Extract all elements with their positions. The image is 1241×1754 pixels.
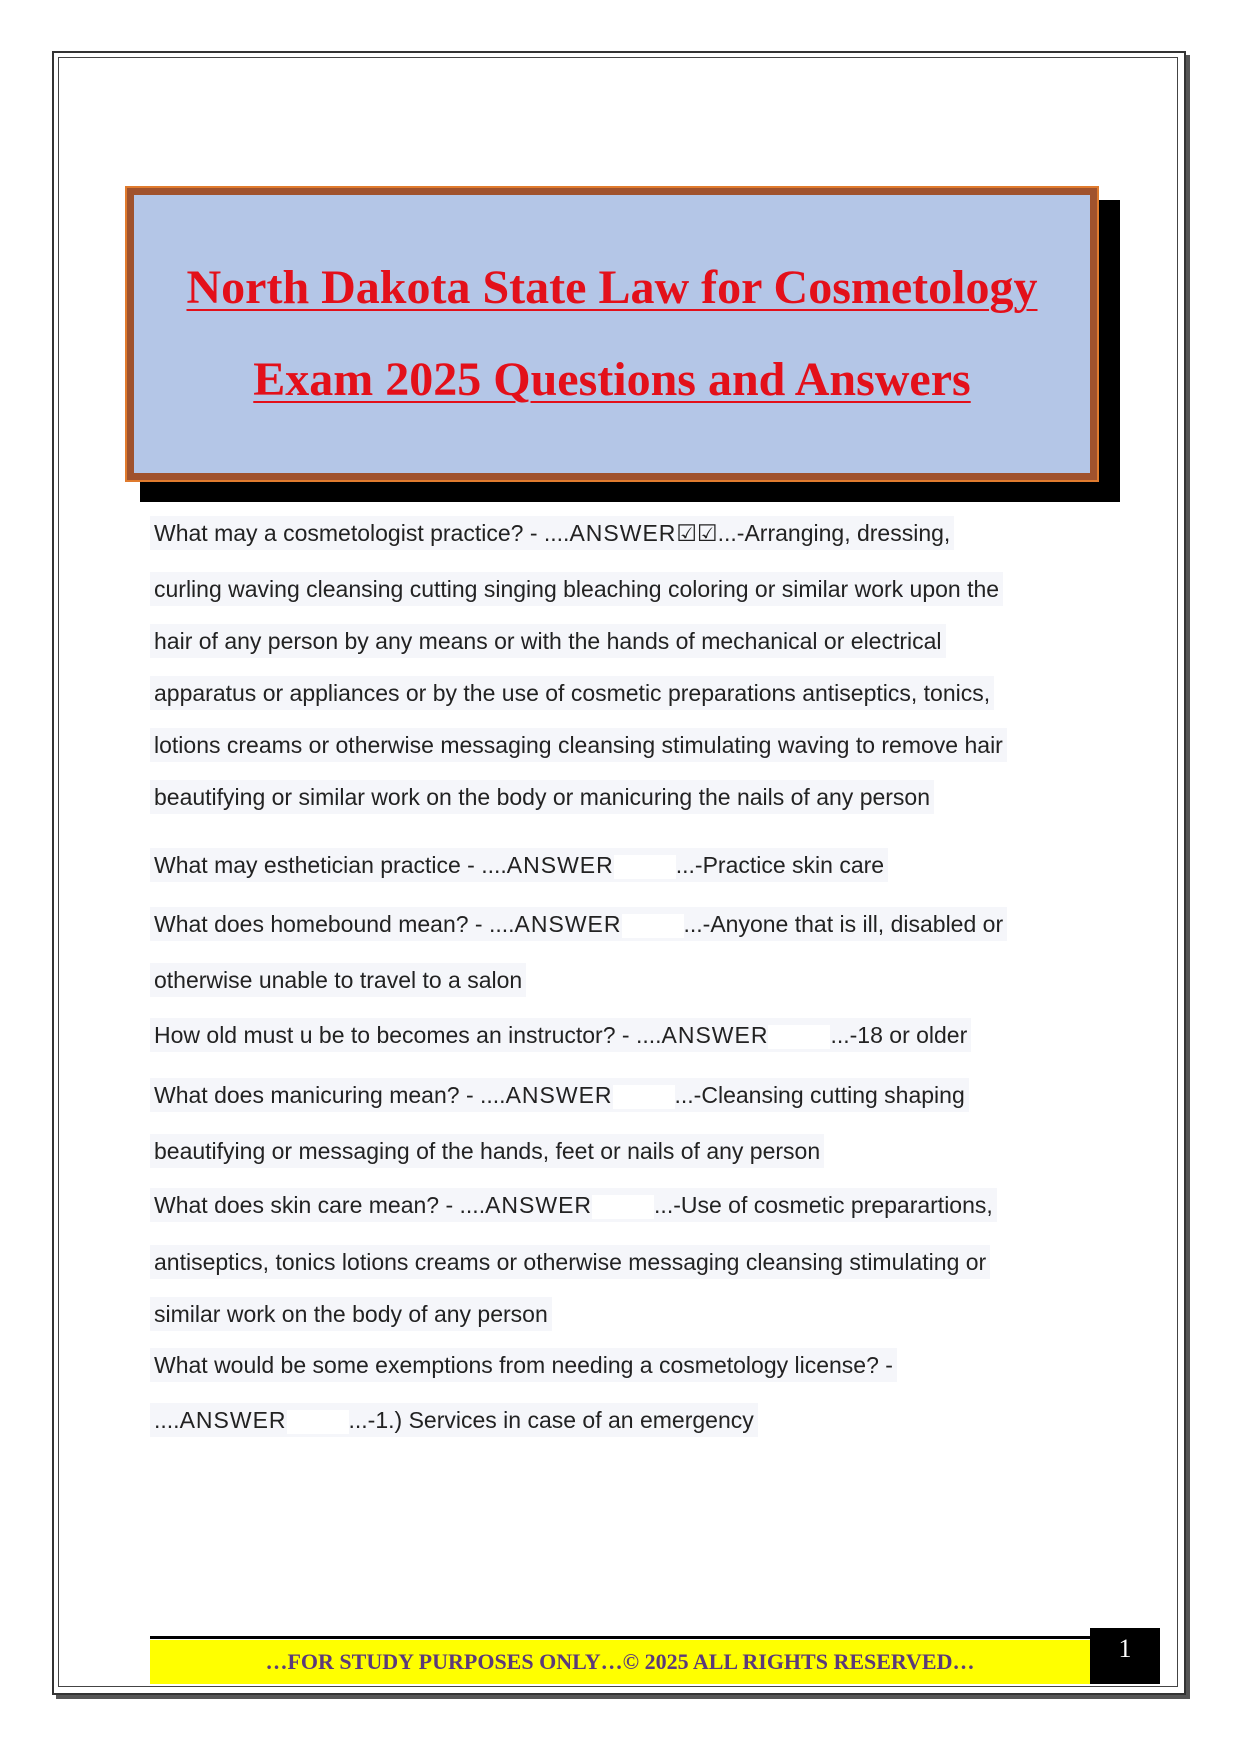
answer-text: lotions creams or otherwise messaging cleansing stimulating waving to remove hair — [154, 732, 1003, 758]
qa-line — [150, 1078, 969, 1112]
question-text: What does manicuring mean? - .... — [154, 1082, 506, 1108]
question-text: .... — [154, 1407, 180, 1433]
answer-text: ...-18 or older — [830, 1022, 968, 1048]
footer-text: …FOR STUDY PURPOSES ONLY…© 2025 ALL RIGHTS RESERVED… — [265, 1649, 975, 1674]
qa-line — [150, 907, 1007, 941]
answer-text: ...-1.) Services in case of an emergency — [348, 1407, 754, 1433]
answer-label: ANSWER — [485, 1192, 593, 1218]
answer-text: apparatus or appliances or by the use of cosmetic preparations antiseptics, tonics, — [154, 680, 991, 706]
qa-line — [150, 963, 526, 997]
title-box — [127, 188, 1097, 480]
footer-rule — [150, 1636, 1090, 1639]
qa-line — [150, 516, 954, 550]
question-text: How old must u be to becomes an instructor? - .... — [154, 1022, 662, 1048]
answer-text: ...-Cleansing cutting shaping — [674, 1082, 965, 1108]
answer-text: beautifying or similar work on the body or manicuring the nails of any person — [154, 784, 931, 810]
question-text: What would be some exemptions from needing a cosmetology license? - — [154, 1352, 893, 1378]
qa-line — [150, 780, 934, 814]
qa-line — [150, 624, 946, 658]
question-text: What does skin care mean? - .... — [154, 1192, 486, 1218]
document-title: North Dakota State Law for Cosmetology Exam 2025 Questions and Answers — [186, 261, 1038, 406]
answer-label: ANSWER — [179, 1407, 287, 1433]
qa-line — [150, 572, 1003, 606]
qa-line — [150, 676, 994, 710]
question-text: What may a cosmetologist practice? - .... — [154, 520, 570, 546]
page-number — [1090, 1628, 1160, 1684]
answer-text: ...-Use of cosmetic preparartions, — [654, 1192, 993, 1218]
qa-line — [150, 1018, 971, 1052]
answer-text: ...-Practice skin care — [675, 852, 885, 878]
answer-text: ...-Anyone that is ill, disabled or — [683, 911, 1004, 937]
answer-label: ANSWER — [569, 520, 677, 546]
qa-line — [150, 848, 888, 882]
qa-line — [150, 1348, 897, 1382]
answer-label: ANSWER — [661, 1022, 769, 1048]
question-text: What may esthetician practice - .... — [154, 852, 507, 878]
answer-label: ANSWER — [514, 911, 622, 937]
answer-label: ANSWER — [506, 852, 614, 878]
answer-text: hair of any person by any means or with the hands of mechanical or electrical — [154, 628, 942, 654]
answer-text: similar work on the body of any person — [154, 1301, 548, 1327]
qa-line — [150, 1134, 824, 1168]
qa-line — [150, 1245, 990, 1279]
qa-line — [150, 728, 1007, 762]
answer-text: antiseptics, tonics lotions creams or otherwise messaging cleansing stimulating or — [154, 1249, 987, 1275]
qa-line — [150, 1188, 997, 1222]
qa-line — [150, 1403, 758, 1437]
answer-text: ...-Arranging, dressing, — [717, 520, 951, 546]
answer-text: otherwise unable to travel to a salon — [154, 967, 523, 993]
question-text: What does homebound mean? - .... — [154, 911, 515, 937]
page-number-value: 1 — [1118, 1634, 1132, 1663]
answer-label: ANSWER — [505, 1082, 613, 1108]
answer-text: beautifying or messaging of the hands, feet or nails of any person — [154, 1138, 821, 1164]
answer-text: curling waving cleansing cutting singing bleaching coloring or similar work upon the — [154, 576, 1000, 602]
footer-banner — [150, 1640, 1090, 1684]
qa-line — [150, 1297, 552, 1331]
checkmark-icon: ☑☑ — [676, 520, 718, 546]
